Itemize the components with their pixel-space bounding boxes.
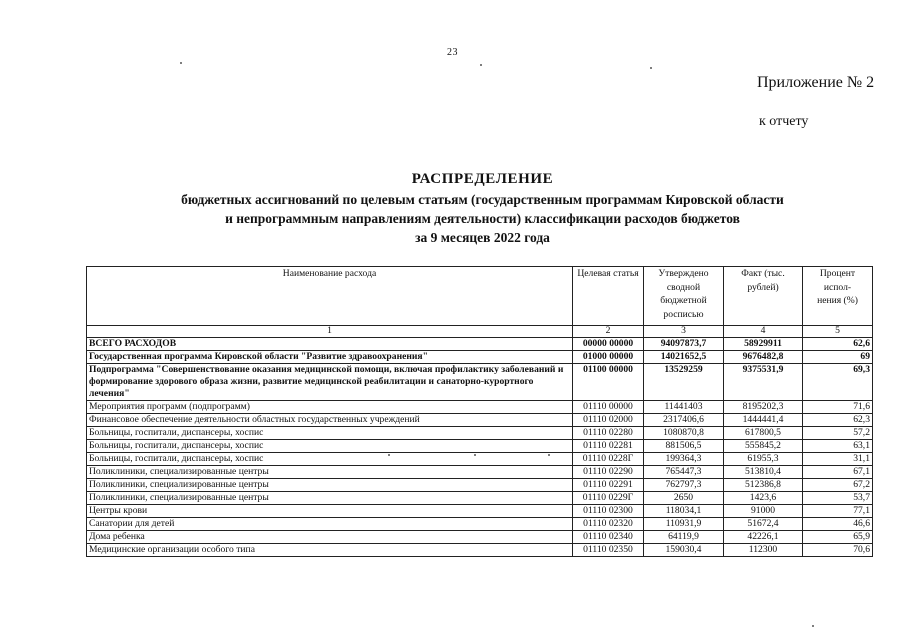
header-percent: Процент испол- нения (%) — [803, 267, 873, 326]
row-approved: 14021652,5 — [644, 351, 724, 364]
row-percent: 71,6 — [803, 401, 873, 414]
table-row — [87, 466, 873, 479]
column-number: 3 — [644, 326, 724, 338]
table-row-program — [87, 351, 873, 364]
row-code: 01110 02291 — [573, 479, 644, 492]
table-row — [87, 518, 873, 531]
row-code: 01110 02281 — [573, 440, 644, 453]
row-code: 01110 02280 — [573, 427, 644, 440]
row-percent: 67,1 — [803, 466, 873, 479]
row-fact: 91000 — [724, 505, 803, 518]
row-fact: 555845,2 — [724, 440, 803, 453]
row-approved: 11441403 — [644, 401, 724, 414]
row-code: 01110 00000 — [573, 401, 644, 414]
table-row — [87, 414, 873, 427]
column-number-row — [87, 326, 873, 338]
row-name: Больницы, госпитали, диспансеры, хоспис — [87, 453, 573, 466]
header-name: Наименование расхода — [87, 267, 573, 326]
page-number: 23 — [447, 47, 458, 58]
row-name: ВСЕГО РАСХОДОВ — [87, 338, 573, 351]
column-number: 5 — [803, 326, 873, 338]
row-fact: 8195202,3 — [724, 401, 803, 414]
row-approved: 881506,5 — [644, 440, 724, 453]
row-name: Поликлиники, специализированные центры — [87, 492, 573, 505]
row-percent: 77,1 — [803, 505, 873, 518]
row-percent: 62,6 — [803, 338, 873, 351]
table-row — [87, 427, 873, 440]
table-header-row — [87, 267, 873, 326]
row-percent: 65,9 — [803, 531, 873, 544]
row-percent: 69 — [803, 351, 873, 364]
table-row — [87, 401, 873, 414]
row-fact: 513810,4 — [724, 466, 803, 479]
row-code: 01100 00000 — [573, 364, 644, 401]
column-number: 1 — [87, 326, 573, 338]
row-percent: 62,3 — [803, 414, 873, 427]
row-percent: 67,2 — [803, 479, 873, 492]
row-fact: 51672,4 — [724, 518, 803, 531]
row-fact: 58929911 — [724, 338, 803, 351]
row-name: Государственная программа Кировской области "Развитие здравоохранения" — [87, 351, 573, 364]
row-name: Санатории для детей — [87, 518, 573, 531]
row-percent: 57,2 — [803, 427, 873, 440]
column-number: 4 — [724, 326, 803, 338]
row-name: Дома ребенка — [87, 531, 573, 544]
table-row — [87, 453, 873, 466]
row-code: 01110 0229Г — [573, 492, 644, 505]
row-fact: 9375531,9 — [724, 364, 803, 401]
scan-speck — [388, 454, 390, 456]
row-fact: 9676482,8 — [724, 351, 803, 364]
table-row — [87, 531, 873, 544]
row-name: Финансовое обеспечение деятельности областных государственных учреждений — [87, 414, 573, 427]
row-approved: 64119,9 — [644, 531, 724, 544]
row-percent: 31,1 — [803, 453, 873, 466]
row-code: 01110 02320 — [573, 518, 644, 531]
table-row — [87, 505, 873, 518]
title-line-1: бюджетных ассигнований по целевым статьям (государственным программам Кировской области — [181, 192, 784, 207]
header-approved: Утверждено сводной бюджетной росписью — [644, 267, 724, 326]
scan-speck — [474, 454, 476, 456]
row-fact: 1444441,4 — [724, 414, 803, 427]
row-code: 01110 0228Г — [573, 453, 644, 466]
title-line-2: и непрограммным направлениям деятельности) классификации расходов бюджетов — [225, 211, 740, 226]
row-approved: 110931,9 — [644, 518, 724, 531]
row-approved: 765447,3 — [644, 466, 724, 479]
row-code: 01110 02000 — [573, 414, 644, 427]
table-row — [87, 479, 873, 492]
row-percent: 46,6 — [803, 518, 873, 531]
row-approved: 2650 — [644, 492, 724, 505]
table-row-total — [87, 338, 873, 351]
document-title — [0, 168, 905, 247]
header-fact: Факт (тыс. рублей) — [724, 267, 803, 326]
row-name: Медицинские организации особого типа — [87, 544, 573, 557]
row-percent: 70,6 — [803, 544, 873, 557]
row-name: Центры крови — [87, 505, 573, 518]
table-row — [87, 440, 873, 453]
row-approved: 199364,3 — [644, 453, 724, 466]
row-fact: 1423,6 — [724, 492, 803, 505]
row-name: Больницы, госпитали, диспансеры, хоспис — [87, 440, 573, 453]
row-name: Поликлиники, специализированные центры — [87, 466, 573, 479]
header-code: Целевая статья — [573, 267, 644, 326]
scan-speck — [480, 64, 482, 66]
row-code: 00000 00000 — [573, 338, 644, 351]
table-row — [87, 492, 873, 505]
row-name: Поликлиники, специализированные центры — [87, 479, 573, 492]
row-approved: 118034,1 — [644, 505, 724, 518]
budget-table — [86, 266, 873, 557]
row-fact: 617800,5 — [724, 427, 803, 440]
row-approved: 13529259 — [644, 364, 724, 401]
row-fact: 42226,1 — [724, 531, 803, 544]
row-fact: 512386,8 — [724, 479, 803, 492]
row-code: 01000 00000 — [573, 351, 644, 364]
row-percent: 63,1 — [803, 440, 873, 453]
row-code: 01110 02350 — [573, 544, 644, 557]
row-approved: 2317406,6 — [644, 414, 724, 427]
scan-speck — [812, 625, 814, 627]
row-approved: 159030,4 — [644, 544, 724, 557]
row-approved: 762797,3 — [644, 479, 724, 492]
title-main: РАСПРЕДЕЛЕНИЕ — [411, 171, 554, 187]
column-number: 2 — [573, 326, 644, 338]
row-name: Мероприятия программ (подпрограмм) — [87, 401, 573, 414]
row-code: 01110 02300 — [573, 505, 644, 518]
title-line-3: за 9 месяцев 2022 года — [415, 230, 550, 245]
row-code: 01110 02290 — [573, 466, 644, 479]
row-name: Больницы, госпитали, диспансеры, хоспис — [87, 427, 573, 440]
scan-speck — [650, 67, 652, 69]
scan-speck — [548, 454, 550, 456]
row-approved: 1080870,8 — [644, 427, 724, 440]
row-approved: 94097873,7 — [644, 338, 724, 351]
appendix-label: Приложение № 2 — [757, 74, 875, 91]
row-code: 01110 02340 — [573, 531, 644, 544]
row-fact: 61955,3 — [724, 453, 803, 466]
row-percent: 69,3 — [803, 364, 873, 401]
row-name: Подпрограмма "Совершенствование оказания медицинской помощи, включая профилактику заболеваний и формирование здорового образа жизни, развитие медицинской реабилитации и санаторно-курортного лечения" — [87, 364, 573, 401]
to-report-label: к отчету — [759, 114, 809, 129]
table-row — [87, 544, 873, 557]
table-row-subprogram — [87, 364, 873, 401]
row-fact: 112300 — [724, 544, 803, 557]
row-percent: 53,7 — [803, 492, 873, 505]
scan-speck — [180, 62, 182, 64]
